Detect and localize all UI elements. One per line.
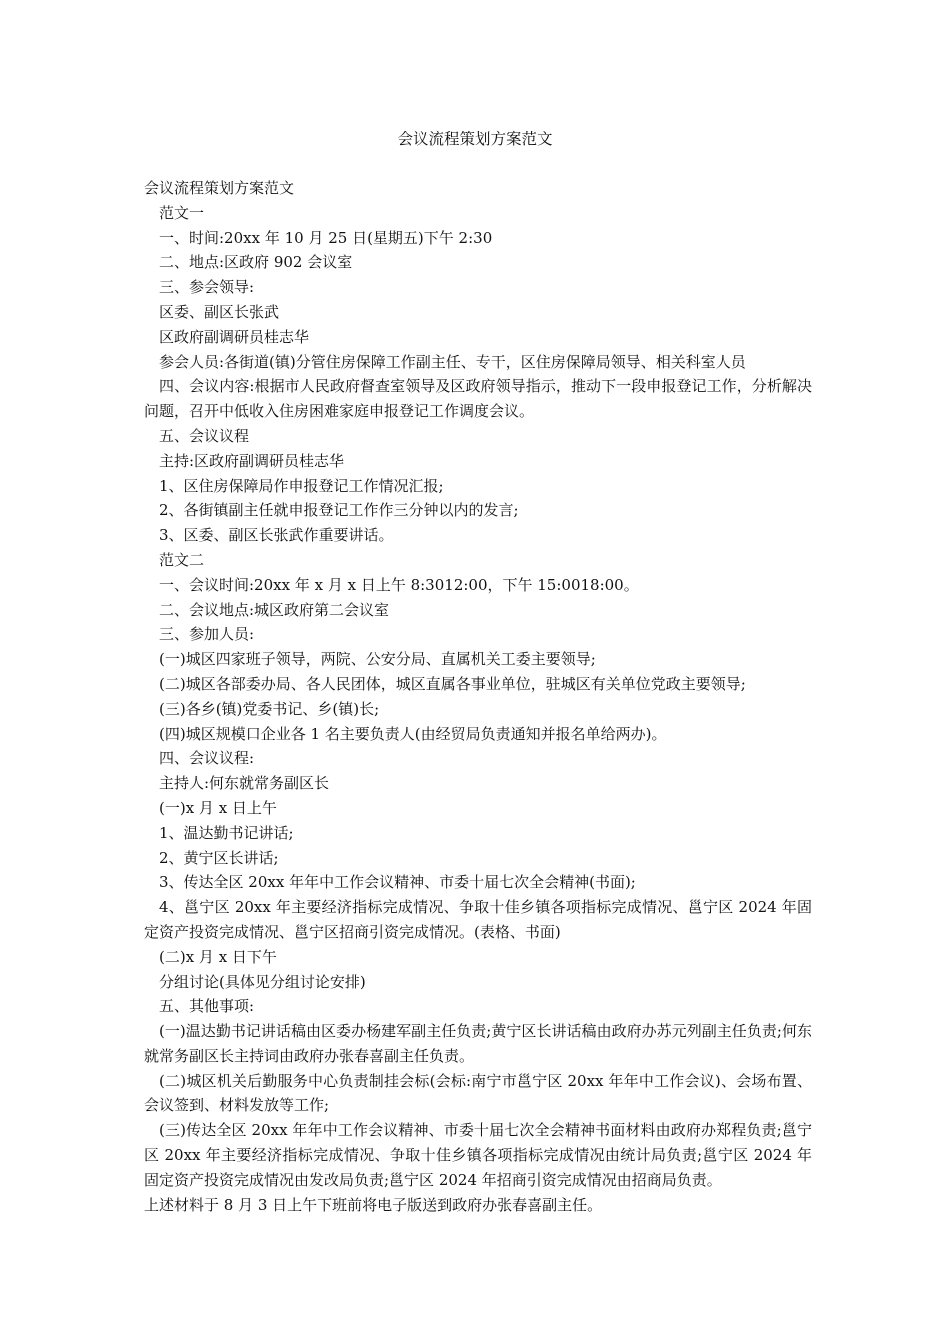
agenda-item: 4、邕宁区 20xx 年主要经济指标完成情况、争取十佳乡镇各项指标完成情况、邕宁区 2024 年固定资产投资完成情况、邕宁区招商引资完成情况。(表格、书面) — [144, 898, 812, 941]
agenda-item: 1、温达勤书记讲话; — [159, 823, 294, 842]
host: 主持:区政府副调研员桂志华 — [159, 451, 345, 470]
participant-item: (一)城区四家班子领导，两院、公安分局、直属机关工委主要领导; — [159, 650, 596, 669]
section-heading-sample-2: 范文二 — [159, 550, 205, 569]
other-matters-heading: 五、其他事项: — [159, 997, 255, 1016]
other-matter-item: (三)传达全区 20xx 年年中工作会议精神、市委十届七次全会精神书面材料由政府办郑程负责;邕宁区 20xx 年主要经济指标完成情况、争取十佳乡镇各项指标完成情况由统计局负责;邕宁区 2024 年固定资产投资完成情况由发改局负责;邕宁区 2024 年招商引资完成情况由招商局负责。 — [144, 1121, 812, 1189]
leader-item: 区委、副区长张武 — [159, 302, 280, 321]
closing-note: 上述材料于 8 月 3 日上午下班前将电子版送到政府办张春喜副主任。 — [144, 1195, 603, 1214]
participant-item: (二)城区各部委办局、各人民团体，城区直属各事业单位，驻城区有关单位党政主要领导; — [159, 674, 746, 693]
meeting-time: 一、时间:20xx 年 10 月 25 日(星期五)下午 2:30 — [159, 228, 493, 247]
agenda-item: 2、黄宁区长讲话; — [159, 848, 279, 867]
meeting-content: 四、会议内容:根据市人民政府督查室领导及区政府领导指示，推动下一段申报登记工作，分析解决问题，召开中低收入住房困难家庭申报登记工作调度会议。 — [144, 377, 812, 421]
agenda-item: 2、各街镇副主任就申报登记工作作三分钟以内的发言; — [159, 501, 519, 520]
document-body — [144, 176, 812, 1217]
leader-item: 区政府副调研员桂志华 — [159, 327, 310, 346]
agenda-item: 3、传达全区 20xx 年年中工作会议精神、市委十届七次全会精神(书面); — [159, 873, 636, 892]
agenda-item: 1、区住房保障局作申报登记工作情况汇报; — [159, 476, 444, 495]
host: 主持人:何东就常务副区长 — [159, 774, 330, 793]
agenda-heading: 五、会议议程 — [159, 426, 250, 445]
attendees: 参会人员:各街道(镇)分管住房保障工作副主任、专干，区住房保障局领导、相关科室人员 — [159, 352, 746, 371]
meeting-location: 二、地点:区政府 902 会议室 — [159, 253, 353, 272]
participant-item: (三)各乡(镇)党委书记、乡(镇)长; — [159, 699, 380, 718]
agenda-item: 分组讨论(具体见分组讨论安排) — [159, 972, 366, 991]
doc-heading: 会议流程策划方案范文 — [144, 179, 295, 197]
leaders-heading: 三、参会领导: — [159, 278, 255, 297]
other-matter-item: (二)城区机关后勤服务中心负责制挂会标(会标:南宁市邕宁区 20xx 年年中工作会议)、会场布置、会议签到、材料发放等工作; — [144, 1071, 812, 1115]
other-matter-item: (一)温达勤书记讲话稿由区委办杨建军副主任负责;黄宁区长讲话稿由政府办苏元列副主任负责;何东就常务副区长主持词由政府办张春喜副主任负责。 — [144, 1022, 812, 1065]
agenda-heading: 四、会议议程: — [159, 749, 255, 768]
agenda-item: 3、区委、副区长张武作重要讲话。 — [159, 526, 394, 545]
participants-heading: 三、参加人员: — [159, 625, 255, 644]
meeting-time: 一、会议时间:20xx 年 x 月 x 日上午 8:3012:00，下午 15:0018:00。 — [159, 575, 639, 594]
section-heading-sample-1: 范文一 — [159, 203, 205, 222]
agenda-session: (一)x 月 x 日上午 — [159, 798, 277, 817]
page-title: 会议流程策划方案范文 — [397, 130, 553, 148]
agenda-session: (二)x 月 x 日下午 — [159, 947, 277, 966]
participant-item: (四)城区规模口企业各 1 名主要负责人(由经贸局负责通知并报名单给两办)。 — [159, 724, 667, 743]
meeting-location: 二、会议地点:城区政府第二会议室 — [159, 600, 390, 619]
